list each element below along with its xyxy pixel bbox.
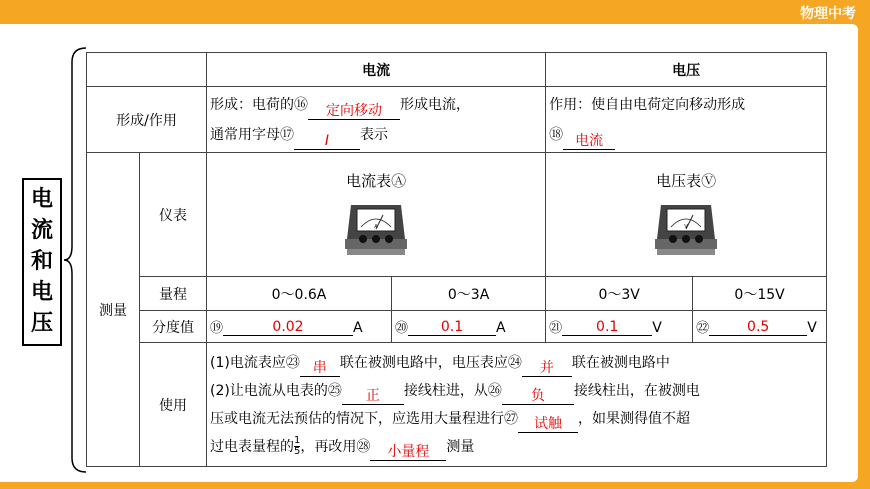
formation-current-cell: 形成：电荷的⑯ 定向移动 形成电流， 通常用字母⑰ I 表示: [207, 87, 546, 153]
answer-23: 串: [312, 359, 327, 376]
range-value: 0～0.6A: [207, 277, 392, 311]
answer-16: 定向移动: [326, 102, 382, 119]
title-char: 电: [30, 186, 53, 212]
division-cell: ⑳ 0.1 A: [392, 311, 546, 343]
topic-title: [22, 178, 62, 346]
voltmeter-cell: [546, 153, 827, 277]
voltmeter-caption: 电压表Ⓥ: [656, 172, 717, 190]
answer-20: 0.1: [440, 319, 464, 335]
division-label: 分度值: [140, 311, 207, 343]
range-label: 量程: [140, 277, 207, 311]
answer-22: 0.5: [747, 319, 770, 335]
title-char: 压: [30, 311, 53, 337]
ammeter-cell: [207, 153, 546, 277]
title-char: 和: [30, 248, 53, 274]
fraction: $\frac{1}{5}$: [294, 435, 301, 457]
ammeter-icon: [341, 197, 411, 259]
instrument-label: 仪表: [140, 153, 207, 277]
division-cell: ㉒ 0.5 V: [693, 311, 827, 343]
header-current: 电流: [207, 53, 546, 87]
answer-24: 并: [539, 359, 554, 376]
voltmeter-icon: [651, 197, 721, 259]
range-value: 0～3A: [392, 277, 546, 311]
answer-18: 电流: [575, 132, 604, 149]
range-value: 0～3V: [546, 277, 693, 311]
answer-19: 0.02: [272, 319, 304, 335]
answer-26: 负: [530, 387, 545, 404]
answer-25: 正: [365, 387, 380, 404]
header-voltage: 电压: [546, 53, 827, 87]
usage-label: 使用: [140, 343, 207, 467]
title-char: 流: [30, 217, 53, 243]
header-bar: [0, 0, 870, 24]
division-cell: ㉑ 0.1 V: [546, 311, 693, 343]
answer-28: 小量程: [387, 443, 430, 460]
answer-21: 0.1: [596, 319, 619, 335]
summary-table: [86, 52, 827, 467]
usage-cell: (1)电流表应㉓ 串 联在被测电路中，电压表应㉔ 并 联在被测电路中 (2)让电流从电表的㉕ 正 接线柱进，从㉖ 负 接线柱出，在被测电 压或电流无法预估的情况下，应选用大量程进行㉗ 试触 ，如果测得值不超 过电表量程的 $\frac{1}{5}$ ，再改用㉘ 小量程 测量: [207, 343, 827, 467]
row-formation-label: 形成/作用: [87, 87, 207, 153]
formation-voltage-cell: 作用：使自由电荷定向移动形成 ⑱ 电流: [546, 87, 827, 153]
range-value: 0～15V: [693, 277, 827, 311]
answer-17: I: [324, 132, 330, 149]
division-cell: ⑲ 0.02 A: [207, 311, 392, 343]
svg-text:V: V: [684, 224, 688, 230]
measure-label: 测量: [87, 153, 140, 467]
svg-text:A: A: [374, 224, 378, 230]
ammeter-caption: 电流表Ⓐ: [346, 172, 407, 190]
title-char: 电: [30, 280, 53, 306]
answer-27: 试触: [534, 415, 562, 432]
header-tag: 物理中考: [800, 6, 856, 22]
